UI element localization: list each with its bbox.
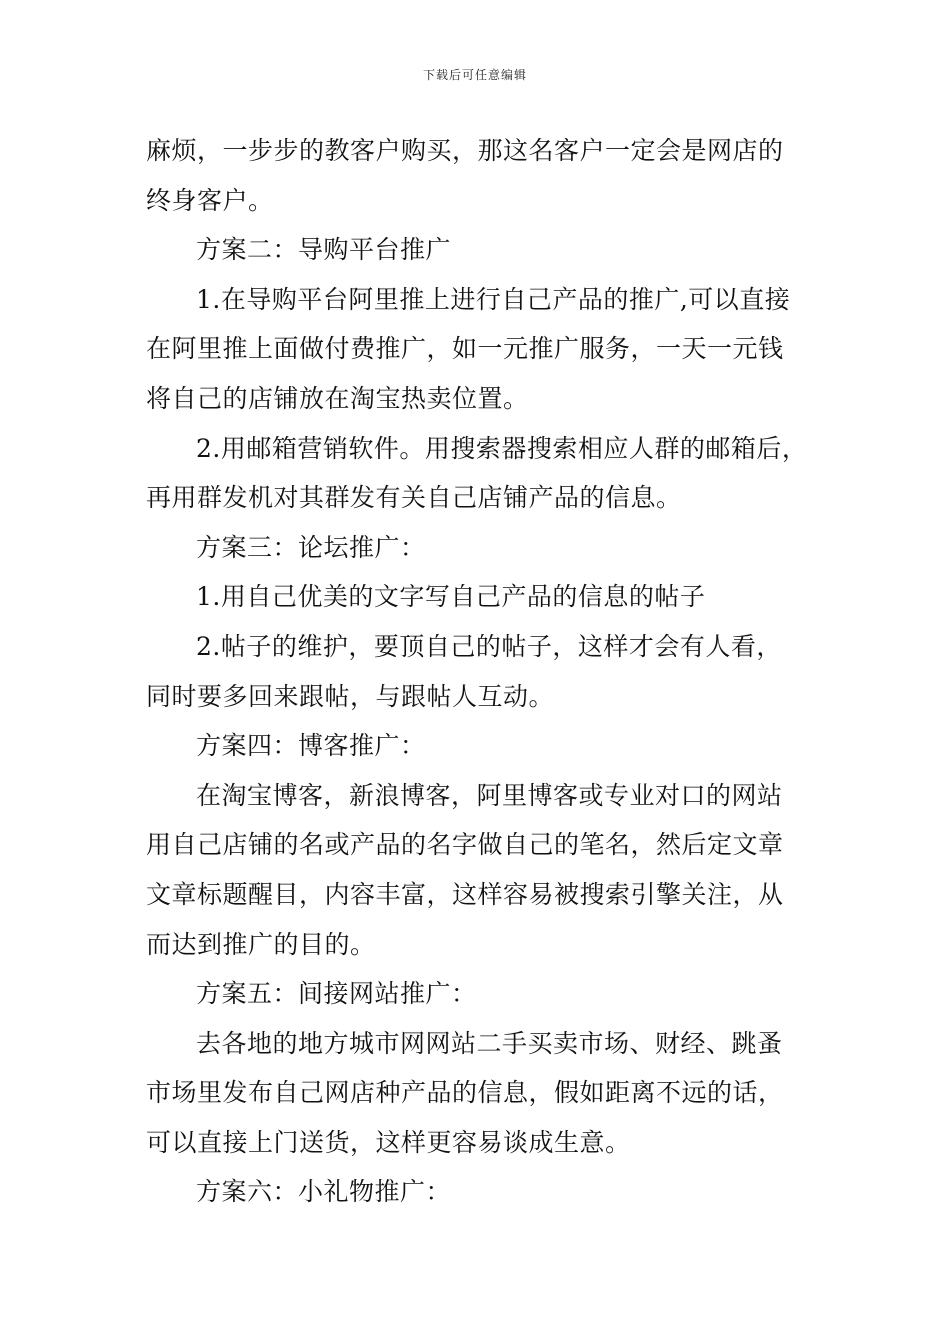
text-line: 文章标题醒目，内容丰富，这样容易被搜索引擎关注，从 bbox=[146, 879, 784, 909]
section-heading: 方案三：论坛推广： bbox=[196, 532, 426, 562]
section-heading: 方案五：间接网站推广： bbox=[196, 979, 477, 1009]
section-heading: 方案二：导购平台推广 bbox=[196, 235, 452, 265]
text-line: 1.用自己优美的文字写自己产品的信息的帖子 bbox=[196, 582, 706, 612]
text-line: 同时要多回来跟帖，与跟帖人互动。 bbox=[146, 681, 555, 711]
text-line: 可以直接上门送货，这样更容易谈成生意。 bbox=[146, 1127, 631, 1157]
text-line: 去各地的地方城市网网站二手买卖市场、财经、跳蚤 bbox=[196, 1028, 783, 1058]
section-heading: 方案四：博客推广： bbox=[196, 731, 426, 761]
text-line: 2.帖子的维护，要顶自己的帖子，这样才会有人看， bbox=[196, 631, 782, 661]
text-line: 终身客户。 bbox=[146, 185, 274, 215]
text-line: 1.在导购平台阿里推上进行自己产品的推广,可以直接 bbox=[196, 284, 791, 314]
text-line: 再用群发机对其群发有关自己店铺产品的信息。 bbox=[146, 483, 682, 513]
text-line: 麻烦，一步步的教客户购买，那这名客户一定会是网店的 bbox=[146, 136, 784, 165]
text-line: 在阿里推上面做付费推广，如一元推广服务，一天一元钱 bbox=[146, 334, 784, 364]
text-line: 用自己店铺的名或产品的名字做自己的笔名，然后定文章 bbox=[146, 830, 784, 860]
document-body bbox=[146, 126, 826, 1217]
page-header-note: 下载后可任意编辑 bbox=[422, 68, 527, 82]
text-line: 而达到推广的目的。 bbox=[146, 929, 376, 959]
section-heading: 方案六：小礼物推广： bbox=[196, 1177, 452, 1207]
text-line: 市场里发布自己网店种产品的信息，假如距离不远的话， bbox=[146, 1078, 784, 1108]
text-line: 在淘宝博客，新浪博客，阿里博客或专业对口的网站 bbox=[196, 780, 783, 810]
text-line: 2.用邮箱营销软件。用搜索器搜索相应人群的邮箱后， bbox=[196, 433, 808, 463]
text-line: 将自己的店铺放在淘宝热卖位置。 bbox=[146, 383, 529, 413]
